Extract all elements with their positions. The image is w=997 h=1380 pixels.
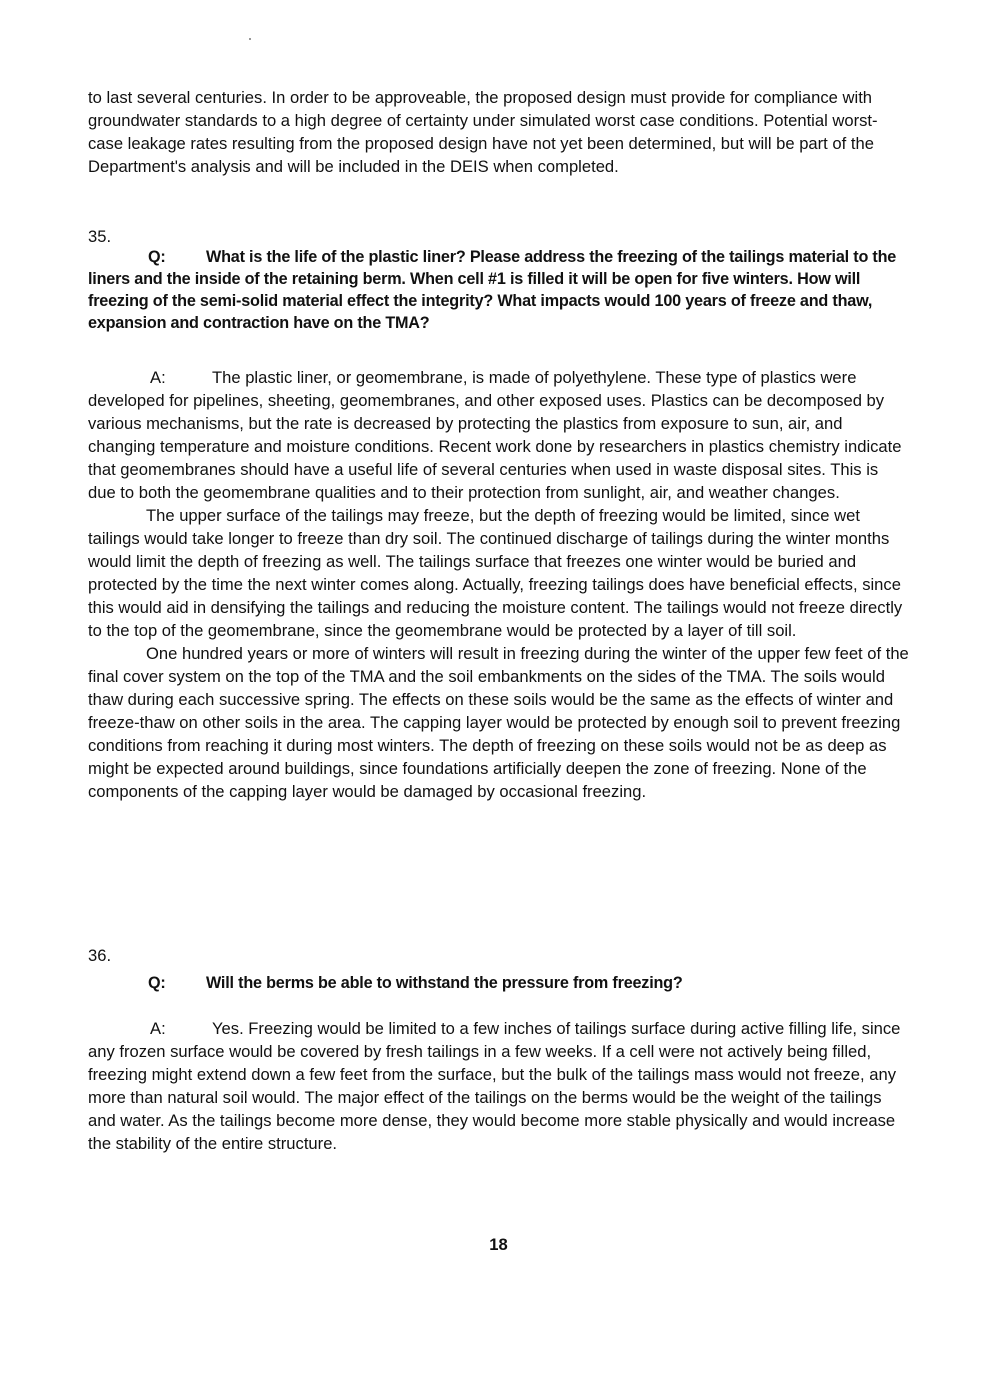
scan-speck [249, 38, 251, 40]
question-35 [88, 246, 910, 334]
page-number: 18 [489, 1235, 508, 1254]
item-number-35: 35. [88, 227, 112, 246]
answer-paragraph-2: The upper surface of the tailings may freeze, but the depth of freezing would be limited, since wet tailings would take longer to freeze than dry soil. The continued discharge of tailings during the winter months would limit the depth of freezing as well. The tailings surface that freezes one winter would be buried and protected by the time the next winter comes along. Actually, freezing tailings does have beneficial effects, since this would aid in densifying the tailings and reducing the moisture content. The tailings would not freeze directly to the top of the geomembrane, since the geomembrane would be protected by a layer of till soil. [88, 506, 903, 640]
question-36 [88, 972, 910, 994]
answer-text: Yes. Freezing would be limited to a few inches of tailings surface during active filling life, since any frozen surface would be covered by fresh tailings in a few weeks. If a cell were not actively being filled, freezing might extend down a few feet from the surface, but the bulk of the tailings mass would not freeze, any more than natural soil would. The major effect of the tailings on the berms would be the weight of the tailings and water. As the tailings become more dense, they would become more stable physically and would increase the stability of the entire structure. [88, 1019, 901, 1153]
continuation-paragraph: to last several centuries. In order to be approveable, the proposed design must provide for compliance with groundwater standards to a high degree of certainty under simulated worst case conditions. Potential worst-case leakage rates resulting from the proposed design have not yet been determined, but will be part of the Department's analysis and will be included in the DEIS when completed. [88, 88, 878, 176]
answer-label: A: [150, 1019, 166, 1038]
answer-label: A: [150, 368, 166, 387]
answer-paragraph-3: One hundred years or more of winters will result in freezing during the winter of the upper few feet of the final cover system on the top of the TMA and the soil embankments on the sides of the TMA. The soils would thaw during each successive spring. The effects on these soils would be the same as the effects of winter and freeze-thaw on other soils in the area. The capping layer would be protected by enough soil to prevent freezing conditions from reaching it during most winters. The depth of freezing on these soils would not be as deep as might be expected around buildings, since foundations artificially deepen the zone of freezing. None of the components of the capping layer would be damaged by occasional freezing. [88, 644, 909, 801]
item-number-36: 36. [88, 946, 112, 965]
question-label: Q: [148, 248, 166, 266]
answer-text: The plastic liner, or geomembrane, is made of polyethylene. These type of plastics were developed for pipelines, sheeting, geomembranes, and other exposed uses. Plastics can be decomposed by various mechanisms, but the rate is decreased by protecting the plastics from exposure to sun, air, and changing temperature and moisture conditions. Recent work done by researchers in plastics chemistry indicate that geomembranes should have a useful life of several centuries when used in waste disposal sites. This is due to both the geomembrane qualities and to their protection from sunlight, air, and weather changes. [88, 368, 902, 502]
answer-35 [88, 366, 910, 803]
answer-paragraph-1 [88, 366, 910, 504]
answer-36 [88, 1017, 910, 1155]
question-text: Will the berms be able to withstand the pressure from freezing? [206, 974, 683, 992]
question-text: What is the life of the plastic liner? Please address the freezing of the tailings material to the liners and the inside of the retaining berm. When cell #1 is filled it will be open for five winters. How will freezing of the semi-solid material effect the integrity? What impacts would 100 years of freeze and thaw, expansion and contraction have on the TMA? [88, 248, 897, 332]
question-label: Q: [148, 974, 166, 992]
answer-paragraph-1 [88, 1017, 910, 1155]
